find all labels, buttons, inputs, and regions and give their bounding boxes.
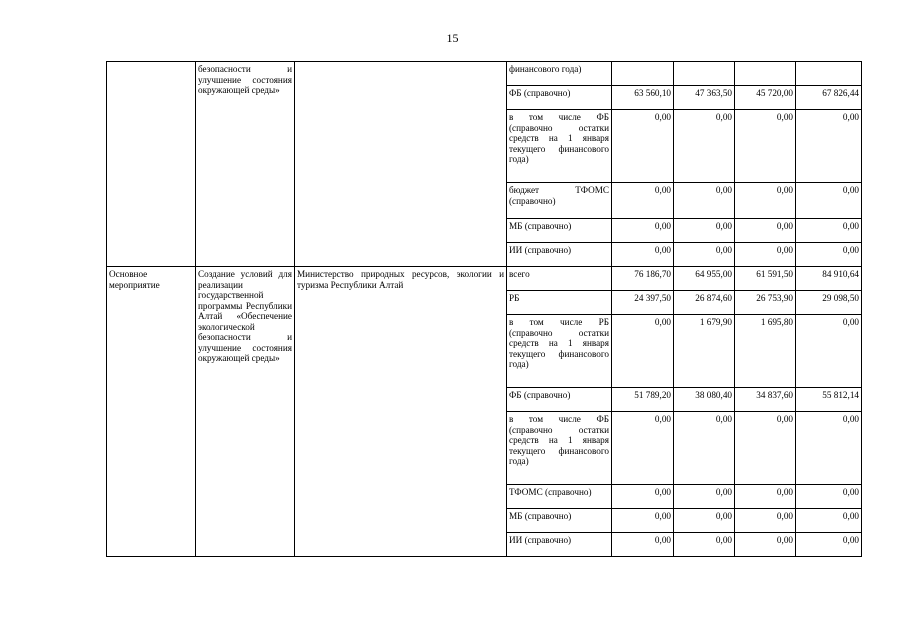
source-label: ИИ (справочно) xyxy=(507,243,612,267)
source-label: в том числе РБ (справочно остатки средств на 1 января текущего финансового года) xyxy=(507,315,612,388)
value-cell: 0,00 xyxy=(796,485,862,509)
value-cell: 0,00 xyxy=(735,243,796,267)
source-label: МБ (справочно) xyxy=(507,219,612,243)
value-cell: 0,00 xyxy=(612,412,674,485)
value-cell: 0,00 xyxy=(674,509,735,533)
value-cell: 0,00 xyxy=(796,110,862,183)
value-cell: 0,00 xyxy=(796,533,862,557)
value-cell: 0,00 xyxy=(796,412,862,485)
value-cell: 0,00 xyxy=(612,485,674,509)
source-label: ФБ (справочно) xyxy=(507,86,612,110)
value-cell: 84 910,64 xyxy=(796,267,862,291)
value-cell: 0,00 xyxy=(612,110,674,183)
value-cell: 0,00 xyxy=(735,219,796,243)
value-cell: 0,00 xyxy=(796,243,862,267)
source-label: финансового года) xyxy=(507,62,612,86)
value-cell: 0,00 xyxy=(796,315,862,388)
value-cell: 0,00 xyxy=(735,509,796,533)
value-cell: 26 753,90 xyxy=(735,291,796,315)
value-cell: 0,00 xyxy=(735,533,796,557)
value-cell: 0,00 xyxy=(674,485,735,509)
block1-program-cell: безопасности и улучшение состояния окружающей среды» xyxy=(196,62,295,267)
value-cell: 34 837,60 xyxy=(735,388,796,412)
value-cell: 0,00 xyxy=(674,183,735,219)
value-cell: 55 812,14 xyxy=(796,388,862,412)
block2-program-cell: Создание условий для реализации государственной программы Республики Алтай «Обеспечение экологической безопасности и улучшение состояния окружающей среды» xyxy=(196,267,295,557)
value-cell xyxy=(612,62,674,86)
value-cell: 47 363,50 xyxy=(674,86,735,110)
value-cell: 63 560,10 xyxy=(612,86,674,110)
value-cell: 0,00 xyxy=(735,485,796,509)
value-cell: 29 098,50 xyxy=(796,291,862,315)
value-cell: 0,00 xyxy=(674,110,735,183)
value-cell: 1 695,80 xyxy=(735,315,796,388)
value-cell: 0,00 xyxy=(674,219,735,243)
value-cell: 76 186,70 xyxy=(612,267,674,291)
value-cell xyxy=(674,62,735,86)
value-cell: 38 080,40 xyxy=(674,388,735,412)
value-cell: 0,00 xyxy=(735,412,796,485)
value-cell: 0,00 xyxy=(612,315,674,388)
budget-table xyxy=(106,61,862,557)
block1-col1-cell xyxy=(107,62,196,267)
block1-executor-cell xyxy=(295,62,507,267)
table-row xyxy=(107,267,862,291)
source-label: ФБ (справочно) xyxy=(507,388,612,412)
value-cell: 0,00 xyxy=(674,412,735,485)
source-label: ИИ (справочно) xyxy=(507,533,612,557)
source-label: МБ (справочно) xyxy=(507,509,612,533)
value-cell: 64 955,00 xyxy=(674,267,735,291)
value-cell: 0,00 xyxy=(796,183,862,219)
table-row xyxy=(107,62,862,86)
value-cell: 0,00 xyxy=(612,183,674,219)
source-label: ТФОМС (справочно) xyxy=(507,485,612,509)
value-cell: 0,00 xyxy=(674,533,735,557)
value-cell: 67 826,44 xyxy=(796,86,862,110)
value-cell: 0,00 xyxy=(796,219,862,243)
source-label: всего xyxy=(507,267,612,291)
value-cell: 0,00 xyxy=(735,110,796,183)
value-cell: 1 679,90 xyxy=(674,315,735,388)
source-label: в том числе ФБ (справочно остатки средств на 1 января текущего финансового года) xyxy=(507,110,612,183)
block2-executor-cell: Министерство природных ресурсов, экологии и туризма Республики Алтай xyxy=(295,267,507,557)
value-cell: 61 591,50 xyxy=(735,267,796,291)
value-cell: 0,00 xyxy=(735,183,796,219)
value-cell xyxy=(796,62,862,86)
value-cell xyxy=(735,62,796,86)
value-cell: 0,00 xyxy=(612,509,674,533)
value-cell: 26 874,60 xyxy=(674,291,735,315)
block2-event-type-cell: Основное мероприятие xyxy=(107,267,196,557)
source-label: в том числе ФБ (справочно остатки средств на 1 января текущего финансового года) xyxy=(507,412,612,485)
source-label: РБ xyxy=(507,291,612,315)
source-label: бюджет ТФОМС (справочно) xyxy=(507,183,612,219)
value-cell: 0,00 xyxy=(612,243,674,267)
value-cell: 24 397,50 xyxy=(612,291,674,315)
value-cell: 51 789,20 xyxy=(612,388,674,412)
value-cell: 0,00 xyxy=(612,533,674,557)
value-cell: 0,00 xyxy=(796,509,862,533)
value-cell: 0,00 xyxy=(612,219,674,243)
page-number: 15 xyxy=(446,31,459,45)
value-cell: 0,00 xyxy=(674,243,735,267)
value-cell: 45 720,00 xyxy=(735,86,796,110)
